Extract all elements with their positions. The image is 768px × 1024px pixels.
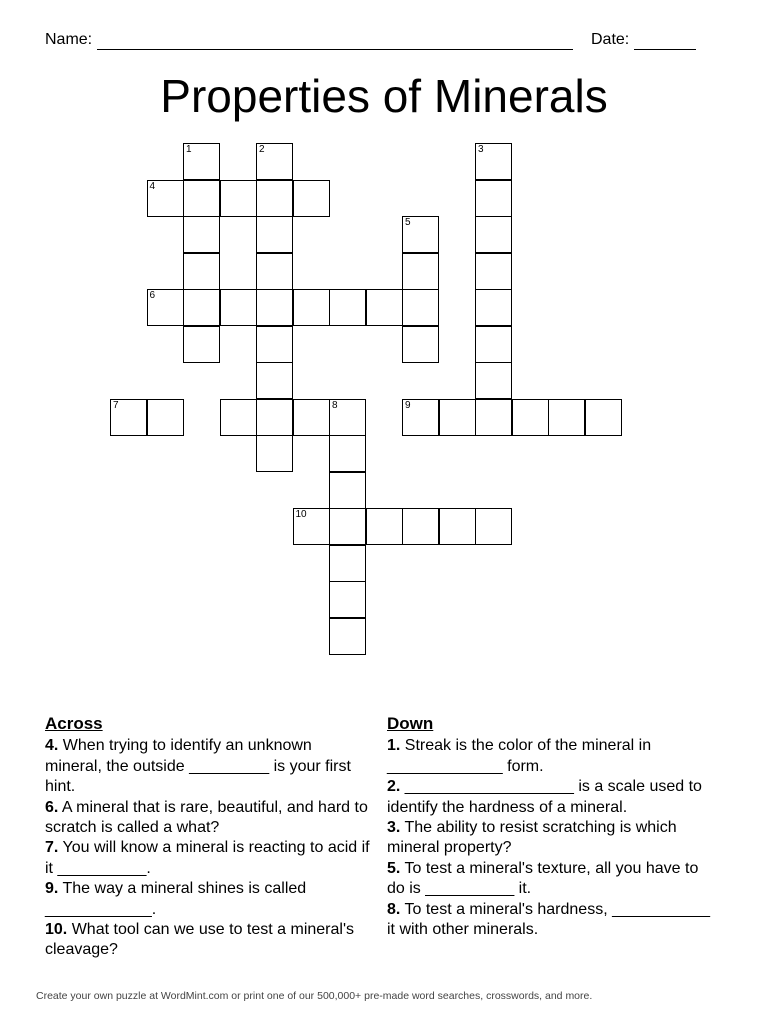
crossword-cell[interactable] <box>147 180 184 217</box>
crossword-cell[interactable] <box>220 289 257 326</box>
crossword-cell[interactable] <box>475 399 512 436</box>
crossword-cell[interactable] <box>402 289 439 326</box>
crossword-cell[interactable] <box>439 399 476 436</box>
crossword-cell[interactable] <box>183 216 220 253</box>
crossword-cell[interactable] <box>329 545 366 582</box>
crossword-cell[interactable] <box>475 216 512 253</box>
crossword-cell[interactable] <box>329 289 366 326</box>
crossword-cell[interactable] <box>220 399 257 436</box>
clue-text: What tool can we use to test a mineral's cleavage? <box>45 921 354 959</box>
crossword-cell[interactable] <box>293 289 330 326</box>
crossword-cell[interactable] <box>256 253 293 290</box>
crossword-cell[interactable] <box>293 399 330 436</box>
crossword-cell[interactable] <box>256 180 293 217</box>
clue-text: To test a mineral's hardness, ___________ it with other minerals. <box>387 900 710 939</box>
clue-number: 10. <box>45 921 68 939</box>
crossword-cell[interactable] <box>183 326 220 363</box>
crossword-cell[interactable] <box>147 289 184 326</box>
cell-number: 1 <box>186 144 192 155</box>
crossword-cell[interactable] <box>402 216 439 253</box>
cell-number: 6 <box>149 290 156 301</box>
crossword-cell[interactable] <box>585 399 622 436</box>
cell-number: 9 <box>405 399 411 411</box>
crossword-cell[interactable] <box>183 180 220 217</box>
clue-number: 2. <box>387 778 401 796</box>
cell-number: 5 <box>405 217 411 228</box>
clue-across-6 <box>45 798 370 839</box>
clue-text: The way a mineral shines is called ____________. <box>45 880 307 918</box>
crossword-cell[interactable] <box>329 435 366 472</box>
crossword-cell[interactable] <box>293 180 330 217</box>
crossword-cell[interactable] <box>402 399 439 436</box>
crossword-cell[interactable] <box>475 326 512 363</box>
clue-across-4 <box>45 736 370 797</box>
crossword-cell[interactable] <box>183 143 220 180</box>
down-heading: Down <box>387 714 434 733</box>
clue-number: 5. <box>387 859 401 877</box>
footer-note: Create your own puzzle at WordMint.com or print one of our 500,000+ pre-made word searches, crosswords, and more. <box>36 990 593 1002</box>
crossword-cell[interactable] <box>329 399 366 436</box>
crossword-cell[interactable] <box>329 472 366 509</box>
cell-number: 3 <box>478 144 484 155</box>
clue-text: A mineral that is rare, beautiful, and hard to scratch is called a what? <box>45 798 368 837</box>
crossword-cell[interactable] <box>147 399 184 436</box>
crossword-cell[interactable] <box>293 508 330 545</box>
crossword-cell[interactable] <box>475 180 512 217</box>
crossword-cell[interactable] <box>366 289 403 326</box>
clue-text: ___________________ is a scale used to identify the hardness of a mineral. <box>387 778 702 816</box>
clue-down-8 <box>387 900 717 941</box>
crossword-cell[interactable] <box>110 399 147 436</box>
crossword-cell[interactable] <box>402 253 439 290</box>
crossword-cell[interactable] <box>256 326 293 363</box>
cell-number: 7 <box>113 399 119 411</box>
cell-number: 8 <box>332 399 338 411</box>
clue-number: 3. <box>387 819 401 837</box>
crossword-cell[interactable] <box>366 508 403 545</box>
clue-down-5 <box>387 859 717 900</box>
down-clues <box>387 714 717 940</box>
crossword-cell[interactable] <box>402 326 439 363</box>
crossword-cell[interactable] <box>439 508 476 545</box>
crossword-cell[interactable] <box>256 289 293 326</box>
crossword-cell[interactable] <box>256 143 293 180</box>
crossword-cell[interactable] <box>220 180 257 217</box>
clue-down-2 <box>387 777 717 818</box>
name-label: Name: <box>45 31 93 48</box>
clue-number: 8. <box>387 900 401 918</box>
clue-across-10 <box>45 920 370 961</box>
across-heading: Across <box>45 714 103 733</box>
crossword-cell[interactable] <box>329 581 366 618</box>
crossword-cell[interactable] <box>475 143 512 180</box>
crossword-cell[interactable] <box>475 289 512 326</box>
crossword-cell[interactable] <box>256 216 293 253</box>
crossword-cell[interactable] <box>475 362 512 399</box>
clue-number: 7. <box>45 839 59 857</box>
page-title: Properties of Minerals <box>160 70 608 122</box>
clue-text: The ability to resist scratching is which mineral property? <box>387 819 677 857</box>
clue-text: Streak is the color of the mineral in _____________ form. <box>387 737 652 775</box>
clue-number: 1. <box>387 737 401 755</box>
across-clues <box>45 714 370 961</box>
crossword-cell[interactable] <box>329 508 366 545</box>
crossword-cell[interactable] <box>475 508 512 545</box>
cell-number: 4 <box>149 180 156 192</box>
clue-text: When trying to identify an unknown mineral, the outside _________ is your first hint. <box>45 737 351 796</box>
clue-number: 9. <box>45 880 59 898</box>
clue-across-9 <box>45 879 370 920</box>
clue-across-7 <box>45 838 370 879</box>
crossword-cell[interactable] <box>548 399 585 436</box>
clue-down-1 <box>387 736 717 777</box>
clue-text: To test a mineral's texture, all you have to do is __________ it. <box>387 859 699 898</box>
clue-number: 6. <box>45 798 59 816</box>
crossword-cell[interactable] <box>256 362 293 399</box>
crossword-cell[interactable] <box>183 289 220 326</box>
crossword-cell[interactable] <box>183 253 220 290</box>
clue-down-3 <box>387 818 717 859</box>
crossword-cell[interactable] <box>256 399 293 436</box>
clue-text: You will know a mineral is reacting to acid if it __________. <box>45 839 370 877</box>
cell-number: 2 <box>259 144 265 155</box>
crossword-cell[interactable] <box>475 253 512 290</box>
clue-number: 4. <box>45 737 59 755</box>
crossword-cell[interactable] <box>402 508 439 545</box>
crossword-cell[interactable] <box>256 435 293 472</box>
date-label: Date: <box>591 31 630 48</box>
cell-number: 10 <box>295 509 307 520</box>
crossword-cell[interactable] <box>512 399 549 436</box>
crossword-cell[interactable] <box>329 618 366 655</box>
